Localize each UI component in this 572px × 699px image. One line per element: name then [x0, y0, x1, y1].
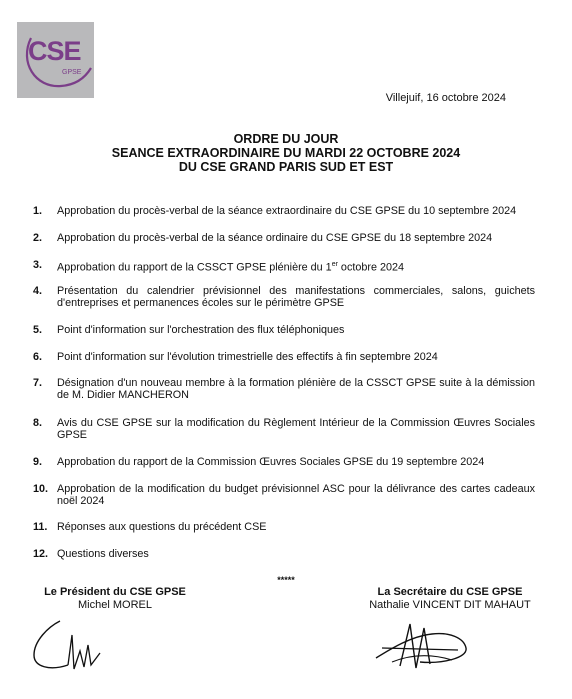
- agenda-item-number: 10.: [33, 483, 49, 495]
- agenda-item-7: [33, 377, 535, 401]
- title-line-2: SEANCE EXTRAORDINAIRE DU MARDI 22 OCTOBRE 2024: [111, 146, 461, 160]
- agenda-item-text: Questions diverses: [57, 548, 149, 560]
- president-handwritten-signature: [28, 615, 108, 673]
- agenda-item-text: Avis du CSE GPSE sur la modification du Règlement Intérieur de la Commission Œuvres Sociales GPSE: [57, 417, 535, 441]
- agenda-item-number: 9.: [33, 456, 43, 468]
- agenda-item-number: 2.: [33, 232, 43, 244]
- agenda-item-9: [33, 456, 535, 468]
- place-date: Villejuif, 16 octobre 2024: [385, 92, 506, 104]
- title-line-3: DU CSE GRAND PARIS SUD ET EST: [178, 160, 394, 174]
- agenda-item-4: [33, 285, 535, 309]
- agenda-item-text-end: octobre 2024: [337, 261, 404, 274]
- agenda-item-1: [33, 205, 535, 217]
- agenda-item-number: 4.: [33, 285, 43, 297]
- agenda-item-text: Approbation du procès-verbal de la séance extraordinaire du CSE GPSE du 10 septembre 2024: [57, 205, 517, 217]
- agenda-item-number: 1.: [33, 205, 43, 217]
- document-title: [0, 132, 572, 174]
- secretary-handwritten-signature: [372, 618, 472, 674]
- logo-main-text: CSE: [28, 36, 81, 66]
- ordinal-suffix: er: [331, 261, 338, 268]
- agenda-item-text: Approbation du procès-verbal de la séance ordinaire du CSE GPSE du 18 septembre 2024: [57, 232, 493, 244]
- agenda-item-text: Approbation du rapport de la Commission Œuvres Sociales GPSE du 19 septembre 2024: [57, 456, 485, 468]
- agenda-item-10: [33, 483, 535, 507]
- agenda-item-text: Désignation d'un nouveau membre à la formation plénière de la CSSCT GPSE suite à la démission de M. Didier MANCHERON: [57, 377, 535, 401]
- agenda-item-number: 12.: [33, 548, 49, 560]
- agenda-item-text: Point d'information sur l'orchestration des flux téléphoniques: [57, 324, 345, 336]
- agenda-item-number: 5.: [33, 324, 43, 336]
- agenda-item-number: 6.: [33, 351, 43, 363]
- agenda-item-3: [33, 259, 535, 274]
- agenda-item-text: Présentation du calendrier prévisionnel des manifestations commerciales, salons, guichets d'entreprises et permanences écoles sur le périmètre GPSE: [57, 285, 535, 309]
- logo-sub-text: GPSE: [62, 69, 82, 76]
- title-line-1: ORDRE DU JOUR: [233, 132, 339, 146]
- secretary-signature-block: [355, 586, 545, 612]
- president-role: Le Président du CSE GPSE: [44, 586, 186, 598]
- agenda-item-text: [57, 259, 535, 274]
- agenda-item-number: 11.: [33, 521, 48, 533]
- president-signature-block: [30, 586, 200, 612]
- agenda-item-text: Réponses aux questions du précédent CSE: [57, 521, 267, 533]
- agenda-item-text: Approbation de la modification du budget prévisionnel ASC pour la délivrance des cartes cadeaux noël 2024: [57, 483, 535, 507]
- agenda-item-2: [33, 232, 535, 244]
- agenda-item-12: [33, 548, 535, 560]
- agenda-item-number: 7.: [33, 377, 43, 389]
- president-name: Michel MOREL: [78, 599, 152, 611]
- agenda-item-number: 3.: [33, 259, 43, 271]
- agenda-item-5: [33, 324, 535, 336]
- agenda-item-11: [33, 521, 535, 533]
- agenda-item-6: [33, 351, 535, 363]
- agenda-item-text-start: Approbation du rapport de la CSSCT GPSE plénière du 1: [57, 261, 332, 274]
- cse-gpse-logo: [17, 22, 94, 98]
- secretary-name: Nathalie VINCENT DIT MAHAUT: [369, 599, 531, 611]
- agenda-item-8: [33, 417, 535, 441]
- separator: *****: [277, 575, 295, 585]
- secretary-role: La Secrétaire du CSE GPSE: [377, 586, 523, 598]
- agenda-item-number: 8.: [33, 417, 43, 429]
- agenda-item-text: Point d'information sur l'évolution trimestrielle des effectifs à fin septembre 2024: [57, 351, 438, 363]
